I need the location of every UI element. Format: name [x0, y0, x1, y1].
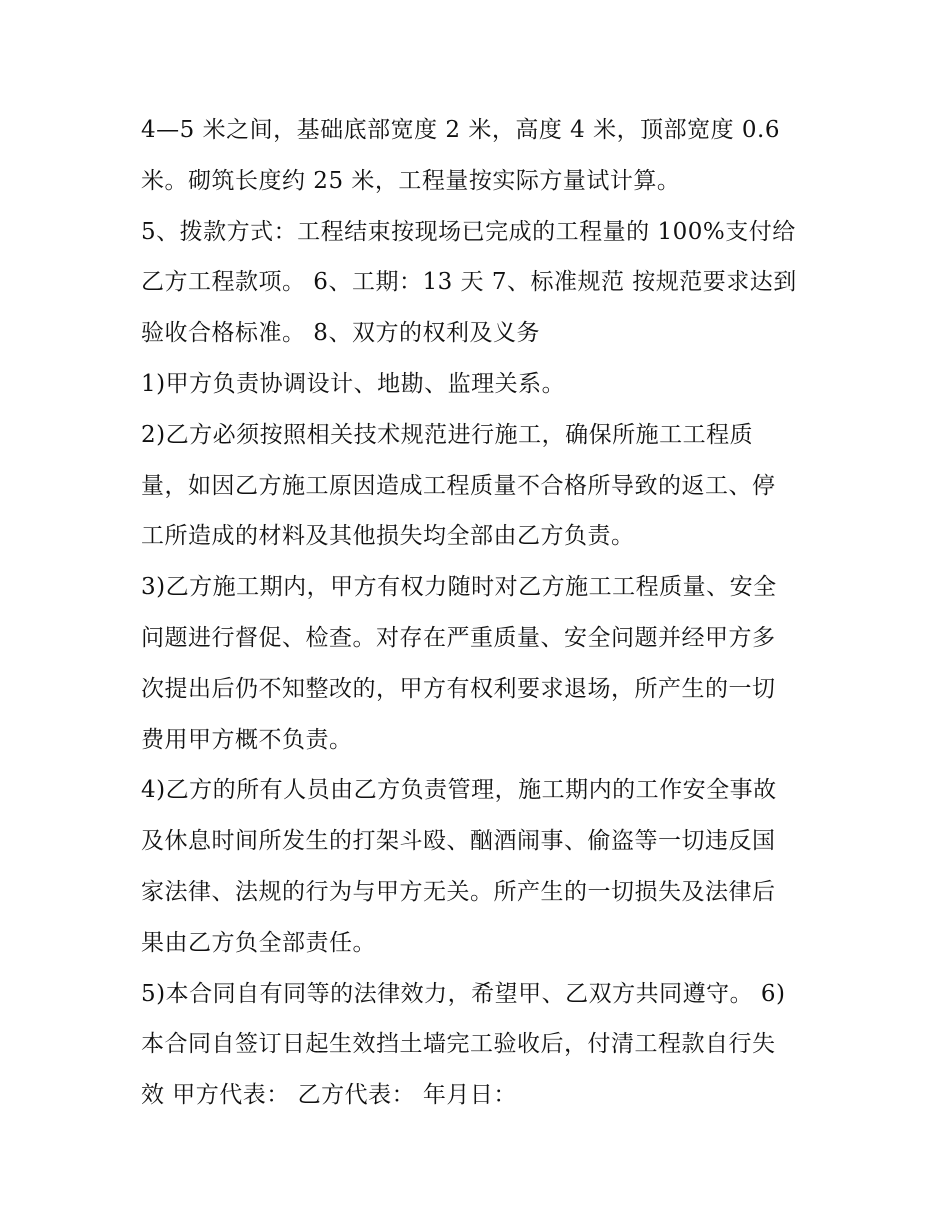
- text-line: 2)乙方必须按照相关技术规范进行施工，确保所施工工程质: [141, 421, 754, 448]
- text-line: 问题进行督促、检查。对存在严重质量、安全问题并经甲方多: [141, 624, 776, 651]
- text-line: 3)乙方施工期内，甲方有权力随时对乙方施工工程质量、安全: [141, 574, 777, 601]
- text-line: 果由乙方负全部责任。: [141, 929, 376, 956]
- text-line: 1)甲方负责协调设计、地勘、监理关系。: [141, 370, 566, 397]
- text-line: 及休息时间所发生的打架斗殴、酗酒闹事、偷盗等一切违反国: [141, 828, 776, 855]
- text-line: 工所造成的材料及其他损失均全部由乙方负责。: [141, 523, 635, 550]
- text-line: 效 甲方代表： 乙方代表： 年月日：: [141, 1082, 517, 1109]
- document-body: [141, 105, 831, 1121]
- text-line: 本合同自签订日起生效挡土墙完工验收后，付清工程款自行失: [141, 1031, 776, 1058]
- text-line: 乙方工程款项。 6、工期：13 天 7、标准规范 按规范要求达到: [141, 269, 797, 296]
- text-line: 验收合格标准。 8、双方的权利及义务: [141, 320, 540, 347]
- text-line: 家法律、法规的行为与甲方无关。所产生的一切损失及法律后: [141, 878, 776, 905]
- text-line: 4—5 米之间，基础底部宽度 2 米，高度 4 米，顶部宽度 0.6: [141, 117, 780, 143]
- text-line: 米。砌筑长度约 25 米，工程量按实际方量试计算。: [141, 167, 681, 194]
- text-line: 量，如因乙方施工原因造成工程质量不合格所导致的返工、停: [141, 472, 776, 499]
- text-line: 5、拨款方式：工程结束按现场已完成的工程量的 100%支付给: [141, 218, 796, 245]
- text-line: 4)乙方的所有人员由乙方负责管理，施工期内的工作安全事故: [141, 777, 777, 804]
- text-line: 费用甲方概不负责。: [141, 726, 353, 753]
- text-line: 5)本合同自有同等的法律效力，希望甲、乙双方共同遵守。 6): [141, 980, 786, 1007]
- text-line: 次提出后仍不知整改的，甲方有权利要求退场，所产生的一切: [141, 675, 776, 702]
